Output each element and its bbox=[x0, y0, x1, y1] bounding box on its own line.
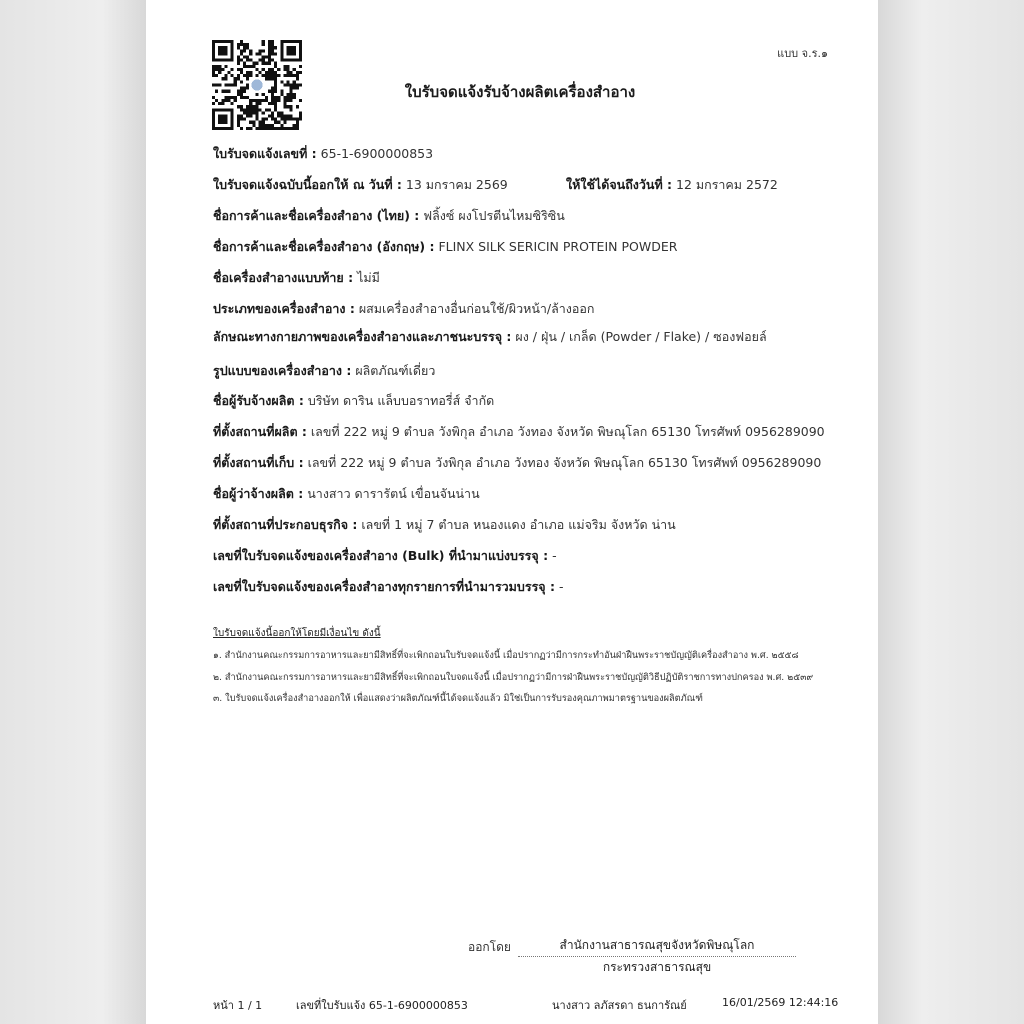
field-value: ผลิตภัณฑ์เดี่ยว bbox=[355, 363, 436, 378]
valid-until bbox=[566, 176, 778, 194]
footer-reference: เลขที่ใบรับแจ้ง 65-1-6900000853 bbox=[296, 999, 468, 1012]
field-label: เลขที่ใบรับจดแจ้งของเครื่องสำอางทุกรายการที่นำมารวมบรรจุ : bbox=[213, 579, 555, 594]
field-label: ใบรับจดแจ้งฉบับนี้ออกให้ ณ วันที่ : bbox=[213, 177, 402, 192]
field-value: เลขที่ 1 หมู่ 7 ตำบล หนองแดง อำเภอ แม่จริม จังหวัด น่าน bbox=[361, 517, 676, 532]
field-label: ให้ใช้ได้จนถึงวันที่ : bbox=[566, 177, 673, 192]
storage-site bbox=[213, 454, 821, 472]
field-value: เลขที่ 222 หมู่ 9 ตำบล วังพิกุล อำเภอ วังทอง จังหวัด พิษณุโลก 65130 โทรศัพท์ 0956289090 bbox=[307, 455, 822, 470]
field-label: ชื่อผู้รับจ้างผลิต : bbox=[213, 393, 304, 408]
field-value: 13 มกราคม 2569 bbox=[405, 177, 508, 192]
condition-item: ๓. ใบรับจดแจ้งเครื่องสำอางออกให้ เพื่อแสดงว่าผลิตภัณฑ์นี้ได้จดแจ้งแล้ว มิใช่เป็นการรับรองคุณภาพมาตรฐานของผลิตภัณฑ์ bbox=[213, 693, 703, 704]
field-value: FLINX SILK SERICIN PROTEIN POWDER bbox=[438, 239, 678, 254]
trade-name-thai bbox=[213, 207, 565, 225]
field-label: ประเภทของเครื่องสำอาง : bbox=[213, 301, 355, 316]
physical-form bbox=[213, 328, 767, 346]
field-label: ที่ตั้งสถานที่เก็บ : bbox=[213, 455, 304, 470]
field-label: ที่ตั้งสถานที่ผลิต : bbox=[213, 424, 307, 439]
issued-by-label: ออกโดย bbox=[468, 940, 511, 954]
field-value: ผสมเครื่องสำอางอื่นก่อนใช้/ผิวหน้า/ล้างออก bbox=[358, 301, 595, 316]
field-label: ลักษณะทางกายภาพของเครื่องสำอางและภาชนะบรรจุ : bbox=[213, 329, 512, 344]
cosmetic-category bbox=[213, 300, 594, 318]
field-label: ชื่อผู้ว่าจ้างผลิต : bbox=[213, 486, 304, 501]
background-right bbox=[878, 0, 1024, 1024]
officer-name: นางสาว ลภัสรดา ธนการัณย์ bbox=[552, 999, 687, 1012]
field-label: ชื่อการค้าและชื่อเครื่องสำอาง (ไทย) : bbox=[213, 208, 420, 223]
field-value: เลขที่ 222 หมู่ 9 ตำบล วังพิกุล อำเภอ วังทอง จังหวัด พิษณุโลก 65130 โทรศัพท์ 0956289090 bbox=[310, 424, 825, 439]
page-number: หน้า 1 / 1 bbox=[213, 999, 263, 1012]
document-title: ใบรับจดแจ้งรับจ้างผลิตเครื่องสำอาง bbox=[404, 83, 636, 101]
manufacturer bbox=[213, 392, 494, 410]
field-value: ฟลิ้งซ์ ผงโปรตีนไหมซิริซิน bbox=[423, 208, 565, 223]
trade-name-english bbox=[213, 238, 677, 256]
combined-number bbox=[213, 578, 563, 596]
issue-date bbox=[213, 176, 508, 194]
field-value: 65-1-6900000853 bbox=[320, 146, 434, 161]
field-label: เลขที่ใบรับจดแจ้งของเครื่องสำอาง (Bulk) ที่นำมาแบ่งบรรจุ : bbox=[213, 548, 549, 563]
condition-item: ๒. สำนักงานคณะกรรมการอาหารและยามีสิทธิ์ที่จะเพิกถอนใบจดแจ้งนี้ เมื่อปรากฏว่ามีการฝ่าฝืนพระราชบัญญัติวิธีปฏิบัติราชการทางปกครอง พ.ศ. ๒๕๓๙ bbox=[213, 672, 814, 683]
field-value: - bbox=[558, 579, 564, 594]
notification-number bbox=[213, 145, 433, 163]
field-label: ใบรับจดแจ้งเลขที่ : bbox=[213, 146, 317, 161]
form-code: แบบ จ.ร.๑ bbox=[777, 47, 828, 60]
business-site bbox=[213, 516, 676, 534]
conditions-heading: ใบรับจดแจ้งนี้ออกให้โดยมีเงื่อนไข ดังนี้ bbox=[213, 628, 381, 639]
field-label: รูปแบบของเครื่องสำอาง : bbox=[213, 363, 352, 378]
field-value: นางสาว ดารารัตน์ เขื่อนจันน่าน bbox=[307, 486, 480, 501]
print-timestamp: 16/01/2569 12:44:16 bbox=[722, 996, 839, 1009]
condition-item: ๑. สำนักงานคณะกรรมการอาหารและยามีสิทธิ์ที่จะเพิกถอนใบรับจดแจ้งนี้ เมื่อปรากฏว่ามีการกระทำอันฝ่าฝืนพระราชบัญญัติเครื่องสำอาง พ.ศ. ๒๕๕๘ bbox=[213, 650, 799, 661]
field-value: บริษัท ดาริน แล็บบอราทอรี่ส์ จำกัด bbox=[307, 393, 495, 408]
issuing-ministry: กระทรวงสาธารณสุข bbox=[602, 960, 712, 974]
field-value: ไม่มี bbox=[357, 270, 380, 285]
field-value: 12 มกราคม 2572 bbox=[676, 177, 778, 192]
field-label: ชื่อเครื่องสำอางแบบท้าย : bbox=[213, 270, 354, 285]
manufacture-site bbox=[213, 423, 825, 441]
field-label: ที่ตั้งสถานที่ประกอบธุรกิจ : bbox=[213, 517, 358, 532]
product-format bbox=[213, 362, 435, 380]
field-value: - bbox=[552, 548, 557, 563]
hirer-name bbox=[213, 485, 480, 503]
field-value: ผง / ฝุ่น / เกล็ด (Powder / Flake) / ซองฟอยล์ bbox=[515, 329, 767, 344]
bulk-number bbox=[213, 547, 557, 565]
suffix-name bbox=[213, 269, 380, 287]
field-label: ชื่อการค้าและชื่อเครื่องสำอาง (อังกฤษ) : bbox=[213, 239, 435, 254]
background-left bbox=[0, 0, 146, 1024]
issuing-agency: สำนักงานสาธารณสุขจังหวัดพิษณุโลก bbox=[518, 936, 796, 957]
